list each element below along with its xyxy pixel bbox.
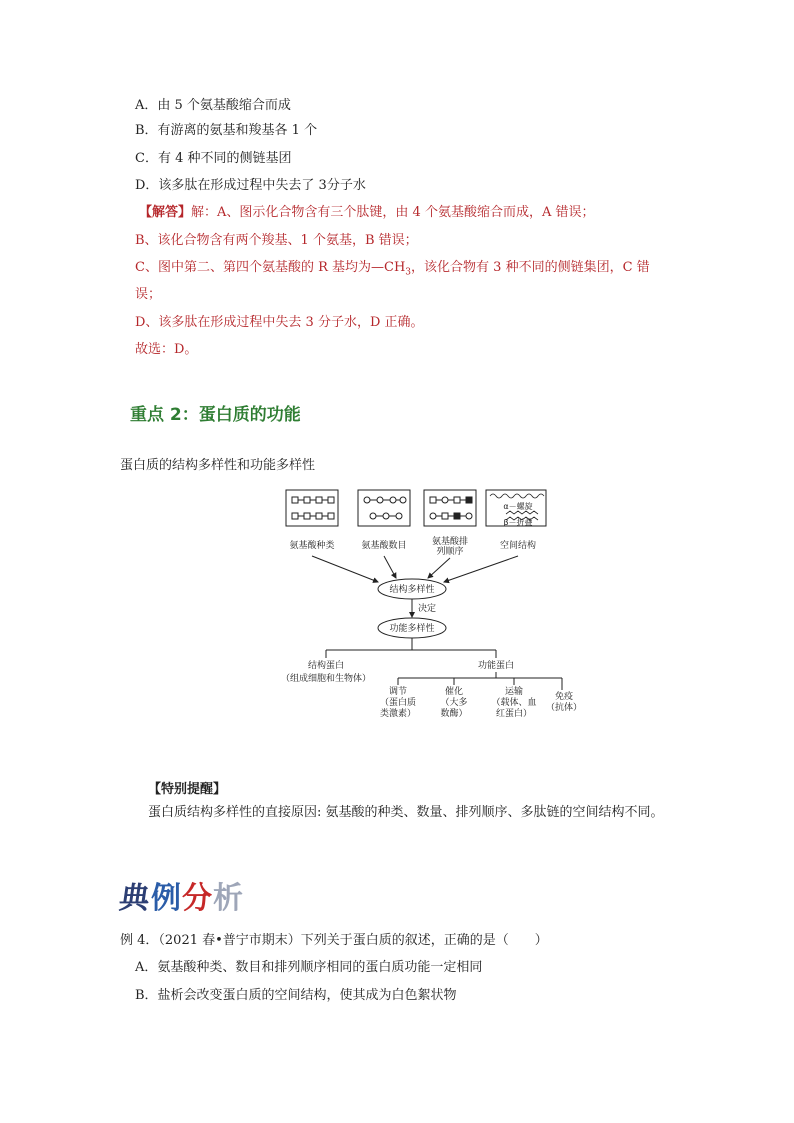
box-amino-count	[358, 490, 410, 526]
leaf-immunity-1: 免疫	[554, 692, 574, 702]
node-structure-diversity: 结构多样性	[389, 585, 435, 595]
label-amino-count: 氨基酸数目	[361, 541, 407, 551]
label-amino-types: 氨基酸种类	[289, 541, 335, 551]
leaf-regulation-3: 类激素）	[379, 709, 417, 719]
tip-title: 【特别提醒】	[148, 782, 227, 797]
label-beta-sheet: β－折叠	[503, 518, 533, 527]
banner-char: 分	[182, 881, 213, 916]
leaf-immunity-2: （抗体）	[545, 703, 583, 713]
example-option-a: A．氨基酸种类、数目和排列顺序相同的蛋白质功能一定相同	[135, 960, 483, 975]
option-a: A．由 5 个氨基酸缩合而成	[135, 98, 291, 113]
answer-subscript: 3	[405, 267, 412, 278]
label-amino-order-1: 氨基酸排	[431, 537, 469, 547]
example-analysis-banner	[117, 873, 244, 916]
answer-line-3c: 误；	[135, 287, 162, 302]
leaf-regulation-2: （蛋白质	[379, 698, 417, 708]
leaf-catalysis-2: （大多	[440, 698, 468, 708]
leaf-catalysis-3: 数酶）	[440, 709, 468, 719]
label-functional-protein: 功能蛋白	[477, 661, 515, 671]
leaf-transport-3: 红蛋白）	[495, 709, 533, 719]
option-d: D．该多肽在形成过程中失去了 3分子水	[135, 178, 366, 193]
protein-diversity-diagram	[270, 486, 590, 726]
answer-text-3b: ，该化合物有 3 种不同的侧链集团，C 错	[411, 260, 650, 275]
leaf-catalysis-1: 催化	[444, 687, 464, 697]
label-amino-order-2: 列顺序	[436, 547, 464, 557]
answer-line-2: B、该化合物含有两个羧基、1 个氨基，B 错误；	[135, 233, 418, 248]
answer-text-1: 解：A、图示化合物含有三个肽键，由 4 个氨基酸缩合而成，A 错误；	[191, 205, 595, 220]
answer-line-5: 故选：D。	[135, 342, 198, 357]
example-stem: 例 4．（2021 春•普宁市期末）下列关于蛋白质的叙述，正确的是（ ）	[120, 933, 548, 948]
label-spatial-structure: 空间结构	[499, 541, 537, 551]
label-structural-protein: 结构蛋白	[307, 661, 345, 671]
banner-char: 例	[151, 881, 182, 916]
label-alpha-helix: α－螺旋	[503, 502, 533, 511]
example-option-b: B．盐析会改变蛋白质的空间结构，使其成为白色絮状物	[135, 988, 457, 1003]
answer-tag: 【解答】	[139, 205, 192, 220]
banner-text	[117, 873, 244, 917]
leaf-transport-2: （载体、血	[491, 698, 537, 708]
banner-char: 典	[117, 881, 153, 916]
label-structural-note: （组成细胞和生物体）	[280, 674, 372, 684]
box-amino-types	[286, 490, 338, 526]
leaf-regulation-1: 调节	[388, 687, 408, 697]
option-b: B．有游离的氨基和羧基各 1 个	[135, 123, 318, 138]
option-c: C．有 4 种不同的侧链基团	[135, 151, 292, 166]
leaf-transport-1: 运输	[504, 687, 524, 697]
answer-text-3a: C、图中第二、第四个氨基酸的 R 基均为—CH	[135, 260, 406, 275]
intro-text: 蛋白质的结构多样性和功能多样性	[120, 458, 316, 473]
answer-line-1	[139, 204, 594, 222]
banner-char: 析	[213, 881, 244, 916]
answer-line-3	[135, 259, 650, 282]
node-function-diversity: 功能多样性	[389, 624, 435, 634]
section-heading: 重点 2：蛋白质的功能	[130, 405, 301, 425]
tip-body: 蛋白质结构多样性的直接原因: 氨基酸的种类、数量、排列顺序、多肽链的空间结构不同。	[148, 805, 664, 820]
answer-line-4: D、该多肽在形成过程中失去 3 分子水，D 正确。	[135, 315, 424, 330]
label-decides: 决定	[418, 604, 437, 614]
box-amino-order	[424, 490, 476, 526]
